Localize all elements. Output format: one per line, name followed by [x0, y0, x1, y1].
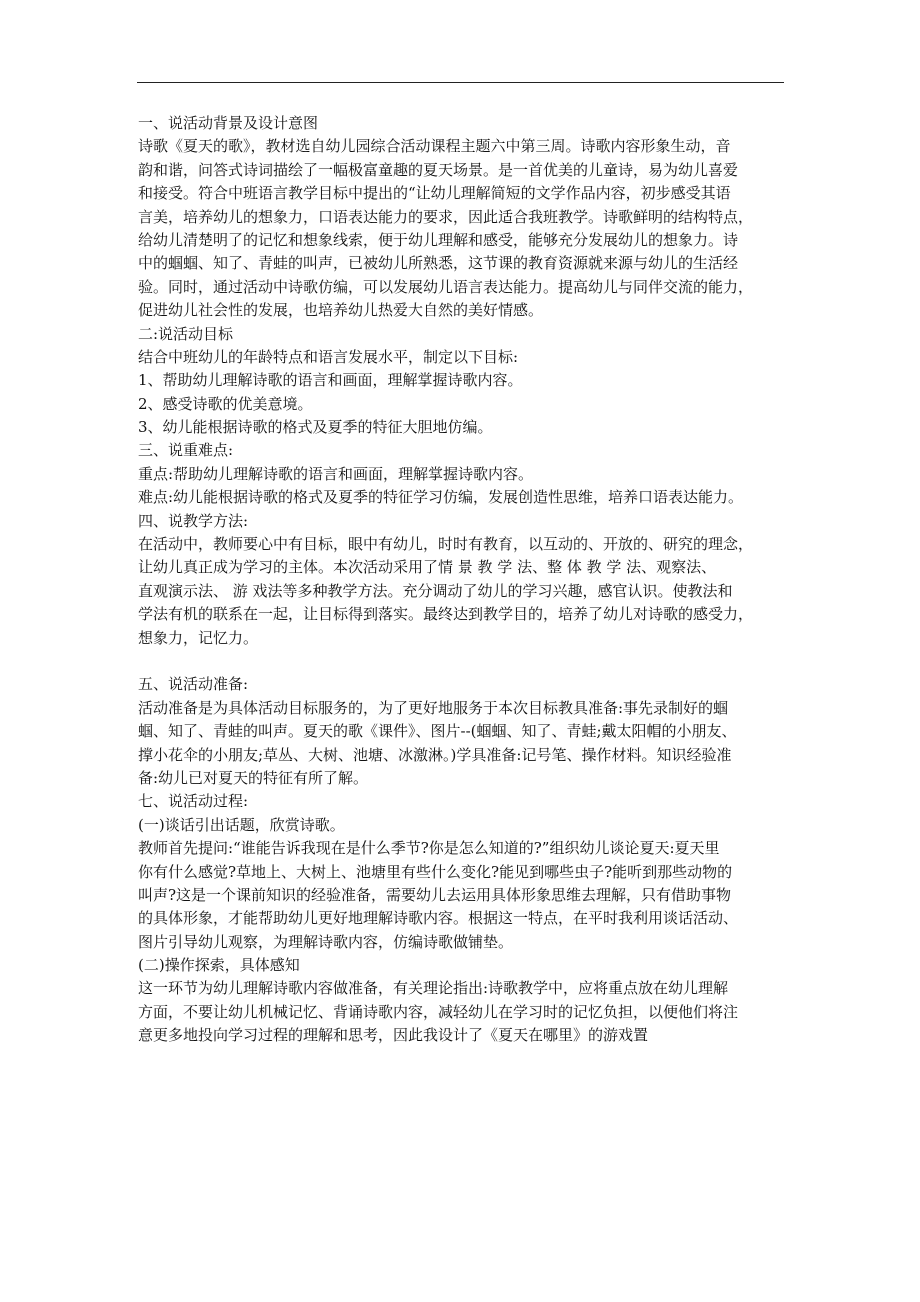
text-line: 验。同时，通过活动中诗歌仿编，可以发展幼儿语言表达能力。提高幼儿与同伴交流的能力，: [138, 277, 754, 296]
text-line: 和接受。符合中班语言教学目标中提出的“让幼儿理解简短的文学作品内容，初步感受其语: [138, 184, 731, 203]
text-line: 促进幼儿社会性的发展，也培养幼儿热爱大自然的美好情感。: [138, 301, 544, 320]
header-rule: [137, 82, 784, 83]
text-line: 的具体形象，才能帮助幼儿更好地理解诗歌内容。根据这一特点，在平时我利用谈话活动、: [138, 909, 739, 928]
text-line: 让幼儿真正成为学习的主体。本次活动采用了情 景 教 学 法、整 体 教 学 法、观察法、: [138, 558, 717, 577]
text-line: 你有什么感觉?草地上、大树上、池塘里有些什么变化?能见到哪些虫子?能听到那些动物的: [138, 862, 733, 881]
text-line: 七、说活动过程:: [138, 792, 249, 811]
text-line: 这一环节为幼儿理解诗歌内容做准备，有关理论指出:诗歌教学中，应将重点放在幼儿理解: [138, 979, 729, 998]
text-line: 撑小花伞的小朋友;草丛、大树、池塘、冰激淋。)学具准备:记号笔、操作材料。知识经验准: [138, 745, 732, 764]
text-line: 叫声?这是一个课前知识的经验准备，需要幼儿去运用具体形象思维去理解，只有借助事物: [138, 885, 732, 904]
text-line: 意更多地投向学习过程的理解和思考，因此我设计了《夏天在哪里》的游戏置: [138, 1026, 649, 1045]
text-line: (二)操作探索，具体感知: [138, 956, 300, 975]
text-line: 给幼儿清楚明了的记忆和想象线索，便于幼儿理解和感受，能够充分发展幼儿的想象力。诗: [138, 230, 739, 249]
text-line: 活动准备是为具体活动目标服务的，为了更好地服务于本次目标教具准备:事先录制好的蝈: [138, 698, 729, 717]
text-line: 在活动中，教师要心中有目标，眼中有幼儿，时时有教育，以互动的、开放的、研究的理念，: [138, 535, 754, 554]
text-line: 一、说活动背景及设计意图: [138, 114, 319, 132]
text-line: 四、说教学方法:: [138, 511, 249, 530]
text-line: 3、幼儿能根据诗歌的格式及夏季的特征大胆地仿编。: [138, 418, 493, 437]
text-line: 蝈、知了、青蛙的叫声。夏天的歌《课件》、图片--(蝈蝈、知了、青蛙;戴太阳帽的小朋友、: [138, 722, 737, 741]
text-line: 韵和谐，问答式诗词描绘了一幅极富童趣的夏天场景。是一首优美的儿童诗，易为幼儿喜爱: [138, 160, 739, 179]
text-line: 三、说重难点:: [138, 441, 234, 460]
text-line: [138, 650, 788, 673]
text-line: 五、说活动准备:: [138, 675, 249, 694]
document-body: [138, 112, 788, 1048]
text-line: 中的蝈蝈、知了、青蛙的叫声，已被幼儿所熟悉，这节课的教育资源就来源与幼儿的生活经: [138, 254, 739, 273]
text-line: 备:幼儿已对夏天的特征有所了解。: [138, 768, 369, 787]
text-line: 图片引导幼儿观察，为理解诗歌内容，仿编诗歌做铺垫。: [138, 932, 514, 951]
text-line: 方面，不要让幼儿机械记忆、背诵诗歌内容，减轻幼儿在学习时的记忆负担，以便他们将注: [138, 1002, 739, 1021]
text-line: 学法有机的联系在一起，让目标得到落实。最终达到教学目的，培养了幼儿对诗歌的感受力，: [138, 605, 754, 624]
text-line: 1、帮助幼儿理解诗歌的语言和画面，理解掌握诗歌内容。: [138, 371, 523, 390]
text-line: 2、感受诗歌的优美意境。: [138, 394, 313, 413]
text-line: 结合中班幼儿的年龄特点和语言发展水平，制定以下目标:: [138, 347, 519, 366]
text-line: 想象力，记忆力。: [138, 628, 259, 647]
text-line: 重点:帮助幼儿理解诗歌的语言和画面，理解掌握诗歌内容。: [138, 464, 534, 483]
text-line: 诗歌《夏天的歌》，教材选自幼儿园综合活动课程主题六中第三周。诗歌内容形象生动，音: [138, 137, 731, 156]
text-line: 难点:幼儿能根据诗歌的格式及夏季的特征学习仿编，发展创造性思维，培养口语表达能力。: [138, 488, 744, 507]
text-line: 直观演示法、 游 戏法等多种教学方法。充分调动了幼儿的学习兴趣，感官认识。使教法和: [138, 581, 733, 600]
text-line: 二:说活动目标: [138, 324, 234, 343]
text-line: (一)谈话引出话题，欣赏诗歌。: [138, 815, 345, 834]
text-line: 言美，培养幼儿的想象力，口语表达能力的要求，因此适合我班教学。诗歌鲜明的结构特点，: [138, 207, 754, 226]
text-line: 教师首先提问:“谁能告诉我现在是什么季节?你是怎么知道的?”组织幼儿谈论夏天:夏天里: [138, 839, 720, 858]
